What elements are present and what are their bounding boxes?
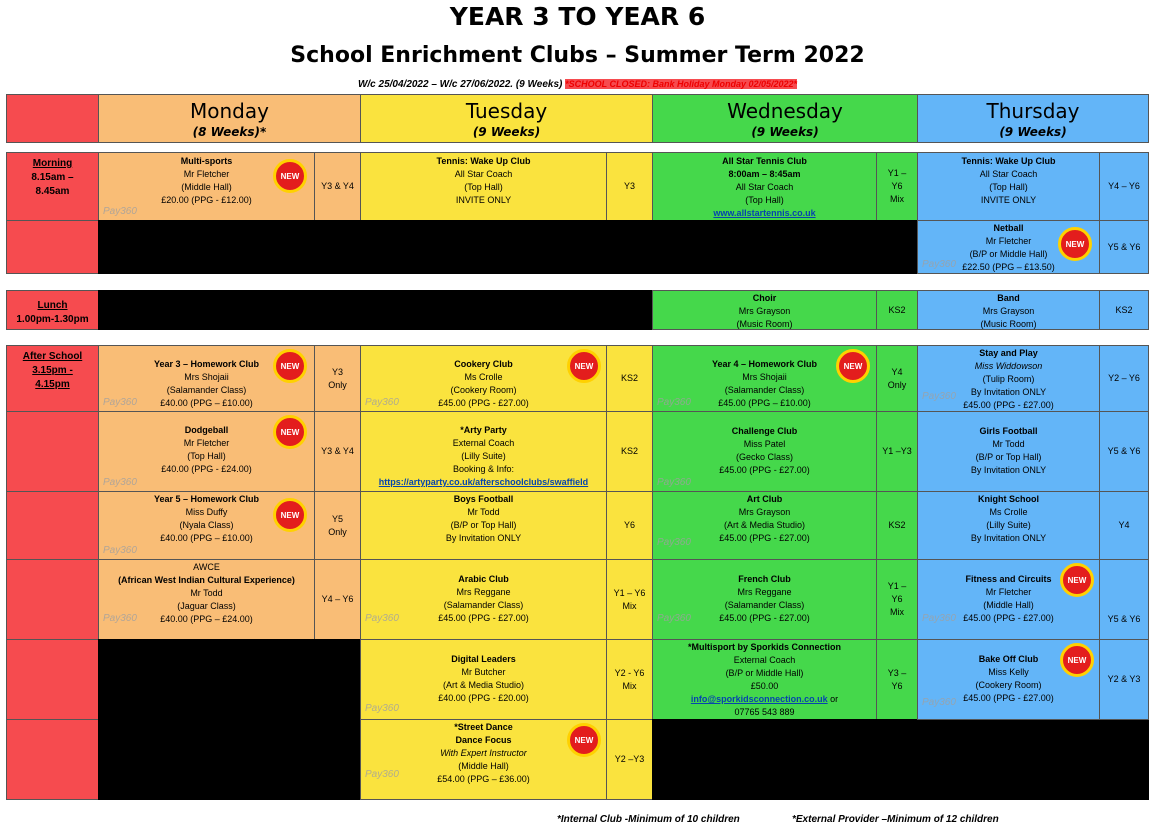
no-club-block <box>98 639 361 800</box>
club-french: French Club Mrs Reggane (Salamander Class) £45.00 (PPG - £27.00) Pay360 <box>652 559 877 640</box>
year-group: Y3 & Y4 <box>314 411 361 492</box>
new-badge-icon: NEW <box>273 415 307 449</box>
pay360-logo: Pay360 <box>103 545 137 556</box>
year-group: Y6 <box>606 491 653 560</box>
club-multi-sports: Multi-sports Mr Fletcher (Middle Hall) £20.00 (PPG - £12.00) Pay360 NEW <box>98 152 315 221</box>
club-tennis-wake-up: Tennis: Wake Up Club All Star Coach (Top Hall) INVITE ONLY <box>917 152 1100 221</box>
new-badge-icon: NEW <box>273 349 307 383</box>
row-label-empty <box>6 559 99 640</box>
club-year3-homework: Year 3 – Homework Club Mrs Shojaii (Salamander Class) £40.00 (PPG – £10.00) Pay360 NEW <box>98 345 315 412</box>
year-group: KS2 <box>606 345 653 412</box>
year-group: Y4 – Y6 <box>1099 152 1149 221</box>
club-cookery: Cookery Club Ms Crolle (Cookery Room) £45.00 (PPG - £27.00) Pay360 NEW <box>360 345 607 412</box>
no-club-block <box>652 719 1149 800</box>
club-year4-homework: Year 4 – Homework Club Mrs Shojaii (Salamander Class) £45.00 (PPG – £10.00) Pay360 NEW <box>652 345 877 412</box>
club-bake-off: Bake Off Club Miss Kelly (Cookery Room) £45.00 (PPG - £27.00) Pay360 NEW <box>917 639 1100 720</box>
pay360-logo: Pay360 <box>657 477 691 488</box>
pay360-logo: Pay360 <box>103 613 137 624</box>
session-lunch: Lunch 1.00pm-1.30pm <box>6 290 99 330</box>
year-group: KS2 <box>606 411 653 492</box>
page-subtitle: School Enrichment Clubs – Summer Term 2022 <box>290 43 865 68</box>
pay360-logo: Pay360 <box>103 397 137 408</box>
year-group: Y1 – Y6 Mix <box>876 152 918 221</box>
closed-note: *SCHOOL CLOSED: Bank Holiday Monday 02/05/2022* <box>565 79 798 89</box>
pay360-logo: Pay360 <box>657 397 691 408</box>
row-label-empty <box>6 411 99 492</box>
footnote-external: *External Provider –Minimum of 12 children <box>792 814 999 825</box>
club-all-star-tennis: All Star Tennis Club 8:00am – 8:45am All Star Coach (Top Hall) www.allstartennis.co.uk <box>652 152 877 221</box>
page-title: YEAR 3 TO YEAR 6 <box>449 2 706 31</box>
year-group: Y4 – Y6 <box>314 559 361 640</box>
year-group: Y5 & Y6 <box>1099 411 1149 492</box>
year-group: Y1 –Y3 <box>876 411 918 492</box>
club-challenge: Challenge Club Miss Patel (Gecko Class) £45.00 (PPG - £27.00) Pay360 <box>652 411 877 492</box>
new-badge-icon: NEW <box>1060 563 1094 597</box>
header-thursday: Thursday (9 Weeks) <box>917 94 1149 143</box>
new-badge-icon: NEW <box>273 498 307 532</box>
session-after-school: After School 3.15pm - 4.15pm <box>6 345 99 412</box>
new-badge-icon: NEW <box>836 349 870 383</box>
year-group: Y2 & Y3 <box>1099 639 1149 720</box>
year-group: Y5 & Y6 <box>1099 559 1149 640</box>
club-girls-football: Girls Football Mr Todd (B/P or Top Hall) By Invitation ONLY <box>917 411 1100 492</box>
no-club-block <box>98 220 918 274</box>
club-fitness-circuits: Fitness and Circuits Mr Fletcher (Middle Hall) £45.00 (PPG - £27.00) Pay360 NEW <box>917 559 1100 640</box>
year-group: Y3 Only <box>314 345 361 412</box>
pay360-logo: Pay360 <box>922 391 956 402</box>
year-group: KS2 <box>876 290 918 330</box>
club-arty-party: *Arty Party External Coach (Lilly Suite) Booking & Info: https://artyparty.co.uk/afterschoolclubs/swaffield <box>360 411 607 492</box>
club-year5-homework: Year 5 – Homework Club Miss Duffy (Nyala Class) £40.00 (PPG – £10.00) Pay360 NEW <box>98 491 315 560</box>
pay360-logo: Pay360 <box>365 613 399 624</box>
sporkids-email-link[interactable]: info@sporkidsconnection.co.uk <box>690 694 828 704</box>
year-group: Y4 Only <box>876 345 918 412</box>
year-group: Y1 – Y6 Mix <box>606 559 653 640</box>
year-group: KS2 <box>1099 290 1149 330</box>
row-label-empty <box>6 639 99 720</box>
pay360-logo: Pay360 <box>365 397 399 408</box>
club-art: Art Club Mrs Grayson (Art & Media Studio) £45.00 (PPG - £27.00) Pay360 <box>652 491 877 560</box>
club-digital-leaders: Digital Leaders Mr Butcher (Art & Media Studio) £40.00 (PPG - £20.00) Pay360 <box>360 639 607 720</box>
year-group: Y2 –Y3 <box>606 719 653 800</box>
session-morning: Morning 8.15am – 8.45am <box>6 152 99 221</box>
club-awce: AWCE (African West Indian Cultural Experience) Mr Todd (Jaguar Class) £40.00 (PPG – £24.00) Pay360 <box>98 559 315 640</box>
header-wednesday: Wednesday (9 Weeks) <box>652 94 918 143</box>
pay360-logo: Pay360 <box>922 697 956 708</box>
club-arabic: Arabic Club Mrs Reggane (Salamander Class) £45.00 (PPG - £27.00) Pay360 <box>360 559 607 640</box>
pay360-logo: Pay360 <box>103 477 137 488</box>
club-multisport-sporkids: *Multisport by Sporkids Connection External Coach (B/P or Middle Hall) £50.00 info@sporkidsconnection.co.uk or 07765 543 889 <box>652 639 877 720</box>
no-club-block <box>98 290 653 330</box>
header-monday: Monday (8 Weeks)* <box>98 94 361 143</box>
pay360-logo: Pay360 <box>657 613 691 624</box>
pay360-logo: Pay360 <box>365 703 399 714</box>
year-group: Y1 – Y6 Mix <box>876 559 918 640</box>
year-group: Y3 & Y4 <box>314 152 361 221</box>
new-badge-icon: NEW <box>567 723 601 757</box>
club-street-dance: *Street Dance Dance Focus With Expert Instructor (Middle Hall) £54.00 (PPG – £36.00) Pay360 NEW <box>360 719 607 800</box>
artyparty-link[interactable]: https://artyparty.co.uk/afterschoolclubs/swaffield <box>378 477 589 487</box>
club-dodgeball: Dodgeball Mr Fletcher (Top Hall) £40.00 (PPG - £24.00) Pay360 NEW <box>98 411 315 492</box>
year-group: Y3 – Y6 <box>876 639 918 720</box>
row-label-empty <box>6 719 99 800</box>
pay360-logo: Pay360 <box>922 259 956 270</box>
new-badge-icon: NEW <box>1060 643 1094 677</box>
new-badge-icon: NEW <box>273 159 307 193</box>
allstartennis-link[interactable]: www.allstartennis.co.uk <box>713 208 816 218</box>
pay360-logo: Pay360 <box>365 769 399 780</box>
year-group: Y5 & Y6 <box>1099 220 1149 274</box>
year-group: KS2 <box>876 491 918 560</box>
club-knight-school: Knight School Ms Crolle (Lilly Suite) By Invitation ONLY <box>917 491 1100 560</box>
year-group: Y4 <box>1099 491 1149 560</box>
club-choir: Choir Mrs Grayson (Music Room) <box>652 290 877 330</box>
pay360-logo: Pay360 <box>922 613 956 624</box>
term-dates: W/c 25/04/2022 – W/c 27/06/2022. (9 Weeks) *SCHOOL CLOSED: Bank Holiday Monday 02/05/2022* <box>357 79 798 90</box>
club-tennis-wake-up: Tennis: Wake Up Club All Star Coach (Top Hall) INVITE ONLY <box>360 152 607 221</box>
row-label-empty <box>6 220 99 274</box>
header-tuesday: Tuesday (9 Weeks) <box>360 94 653 143</box>
year-group: Y5 Only <box>314 491 361 560</box>
club-stay-and-play: Stay and Play Miss Widdowson (Tulip Room) By Invitation ONLY £45.00 (PPG - £27.00) Pay360 <box>917 345 1100 412</box>
year-group: Y3 <box>606 152 653 221</box>
year-group: Y2 – Y6 <box>1099 345 1149 412</box>
club-netball: Netball Mr Fletcher (B/P or Middle Hall) £22.50 (PPG – £13.50) Pay360 NEW <box>917 220 1100 274</box>
new-badge-icon: NEW <box>1058 227 1092 261</box>
footnote-internal: *Internal Club -Minimum of 10 children <box>557 814 740 825</box>
row-label-empty <box>6 491 99 560</box>
year-group: Y2 - Y6 Mix <box>606 639 653 720</box>
club-band: Band Mrs Grayson (Music Room) <box>917 290 1100 330</box>
pay360-logo: Pay360 <box>657 537 691 548</box>
pay360-logo: Pay360 <box>103 206 137 217</box>
club-boys-football: Boys Football Mr Todd (B/P or Top Hall) By Invitation ONLY <box>360 491 607 560</box>
corner-cell <box>6 94 99 143</box>
new-badge-icon: NEW <box>567 349 601 383</box>
